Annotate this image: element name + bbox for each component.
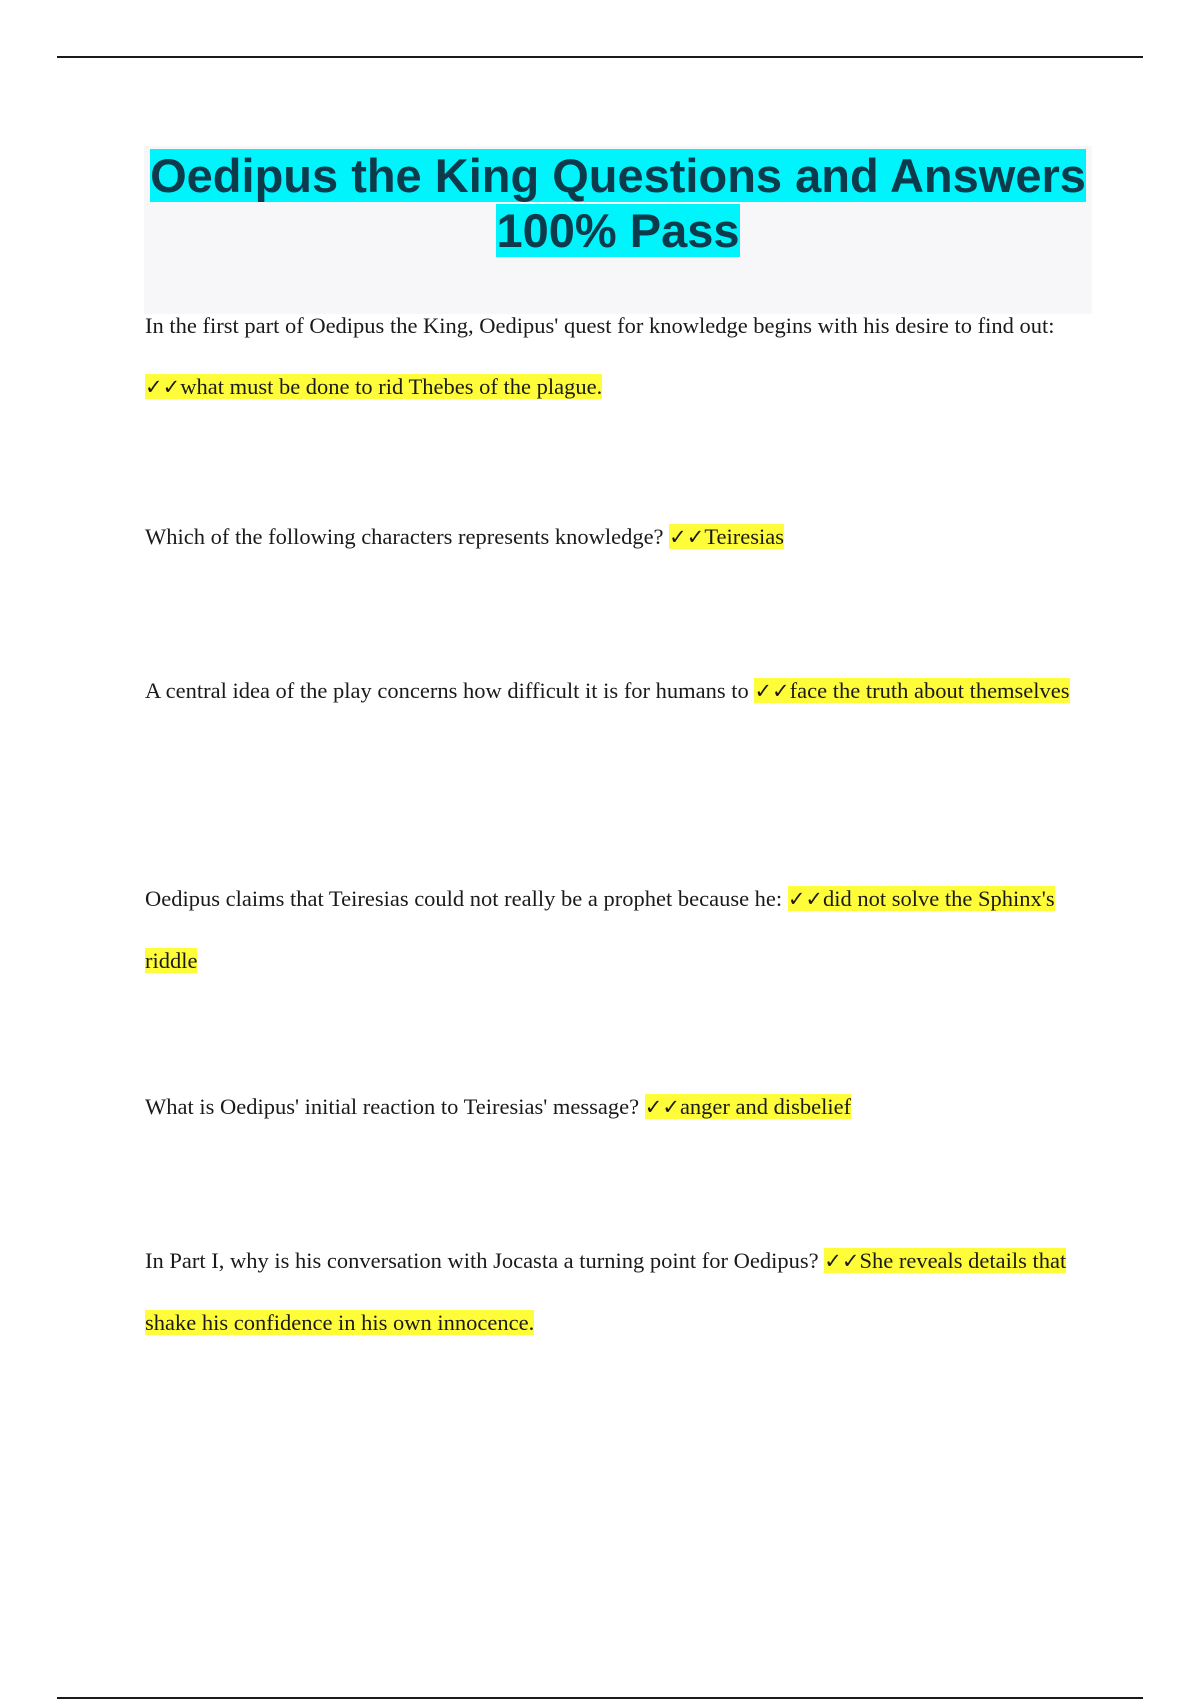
check-icon: ✓✓	[145, 375, 181, 399]
qa-item-6	[145, 1230, 1090, 1353]
title-highlight: Oedipus the King Questions and Answers 100% Pass	[150, 149, 1086, 257]
document-title	[144, 146, 1092, 258]
bottom-rule	[57, 1697, 1143, 1699]
answer-text: what must be done to rid Thebes of the plague.	[180, 374, 603, 399]
answer-highlight	[145, 374, 602, 399]
answer-text: face the truth about themselves	[789, 678, 1070, 703]
check-icon: ✓✓	[669, 525, 705, 549]
answer-text: did not solve the Sphinx's riddle	[145, 886, 1055, 973]
answer-highlight	[754, 678, 1069, 703]
qa-item-3	[145, 660, 1090, 722]
question-text: What is Oedipus' initial reaction to Teiresias' message?	[145, 1094, 645, 1119]
answer-highlight	[645, 1094, 851, 1119]
question-text: A central idea of the play concerns how difficult it is for humans to	[145, 678, 755, 703]
answer-highlight	[669, 524, 784, 549]
check-icon: ✓✓	[754, 679, 790, 703]
title-box	[144, 146, 1092, 314]
check-icon: ✓✓	[787, 887, 824, 911]
question-text: Oedipus claims that Teiresias could not really be a prophet because he:	[145, 886, 788, 911]
answer-text: Teiresias	[704, 524, 785, 549]
qa-item-1	[145, 295, 1090, 418]
qa-item-4	[145, 868, 1090, 991]
qa-item-5	[145, 1076, 1090, 1138]
top-rule	[57, 56, 1143, 58]
question-text: In the first part of Oedipus the King, Oedipus' quest for knowledge begins with his desire to find out:	[145, 313, 1055, 338]
question-text: In Part I, why is his conversation with Jocasta a turning point for Oedipus?	[145, 1248, 825, 1273]
answer-text: anger and disbelief	[679, 1094, 852, 1119]
check-icon: ✓✓	[644, 1095, 680, 1119]
question-text: Which of the following characters represents knowledge?	[145, 524, 670, 549]
answer-text: She reveals details that shake his confidence in his own innocence.	[145, 1248, 1067, 1335]
qa-item-2	[145, 506, 1090, 568]
check-icon: ✓✓	[824, 1249, 860, 1273]
